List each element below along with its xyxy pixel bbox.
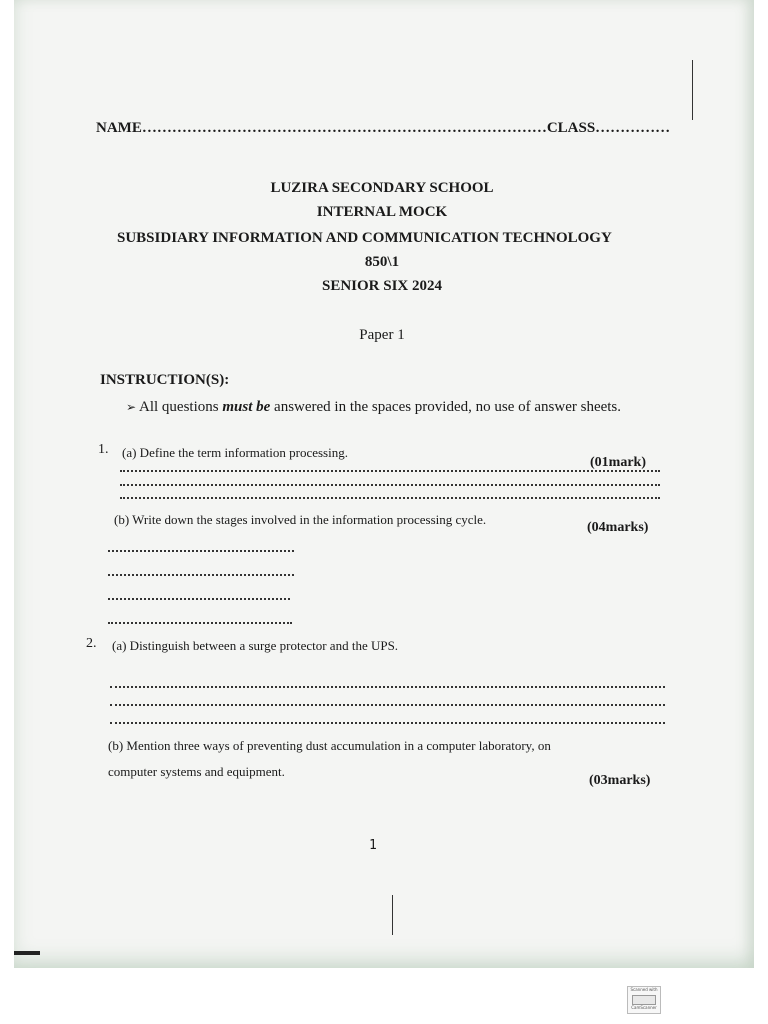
answer-line [120,484,660,486]
arrow-bullet-icon: ➢ [126,400,137,414]
question-1a-text: (a) Define the term information processing. [122,445,348,460]
scan-edge-line [692,60,693,120]
page-number: 1 [369,838,377,853]
scan-mark [14,951,40,955]
level-year: SENIOR SIX 2024 [321,278,443,294]
exam-title: INTERNAL MOCK [316,204,448,220]
question-2a-text: (a) Distinguish between a surge protector and the UPS. [112,638,399,653]
camscanner-logo-icon [632,995,656,1005]
answer-line [120,497,660,499]
question-2b-text-line2: computer systems and equipment. [108,764,285,779]
instructions-heading: INSTRUCTION(S): [100,372,230,388]
answer-line [108,550,294,552]
subject-title: SUBSIDIARY INFORMATION AND COMMUNICATION TECHNOLOGY [117,230,612,246]
paper-code: 850\1 [364,254,400,270]
answer-line [108,598,290,600]
school-name: LUZIRA SECONDARY SCHOOL [270,180,494,196]
question-2b-text-line1: (b) Mention three ways of preventing dust accumulation in a computer laboratory, on [108,738,551,753]
paper-number: Paper 1 [359,327,405,343]
camscanner-watermark: Scanned with CamScanner [627,986,661,1014]
answer-line [110,704,665,706]
question-1a-marks: (01mark) [590,455,646,470]
answer-line [108,622,292,624]
question-2b-marks: (03marks) [589,773,651,788]
answer-line [108,574,294,576]
question-2-number: 2. [86,636,97,651]
scan-edge-line [392,895,393,935]
answer-line [110,686,665,688]
name-class-line: NAME………………………………………………………………………CLASS…………… [96,120,671,136]
question-1-number: 1. [98,442,109,457]
answer-line [120,470,660,472]
question-1b-marks: (04marks) [587,520,649,535]
question-1b-text: (b) Write down the stages involved in the information processing cycle. [114,512,487,527]
exam-paper-sheet [14,0,754,968]
answer-line [110,722,665,724]
instruction-line: ➢ All questions must be answered in the spaces provided, no use of answer sheets. [126,399,622,415]
